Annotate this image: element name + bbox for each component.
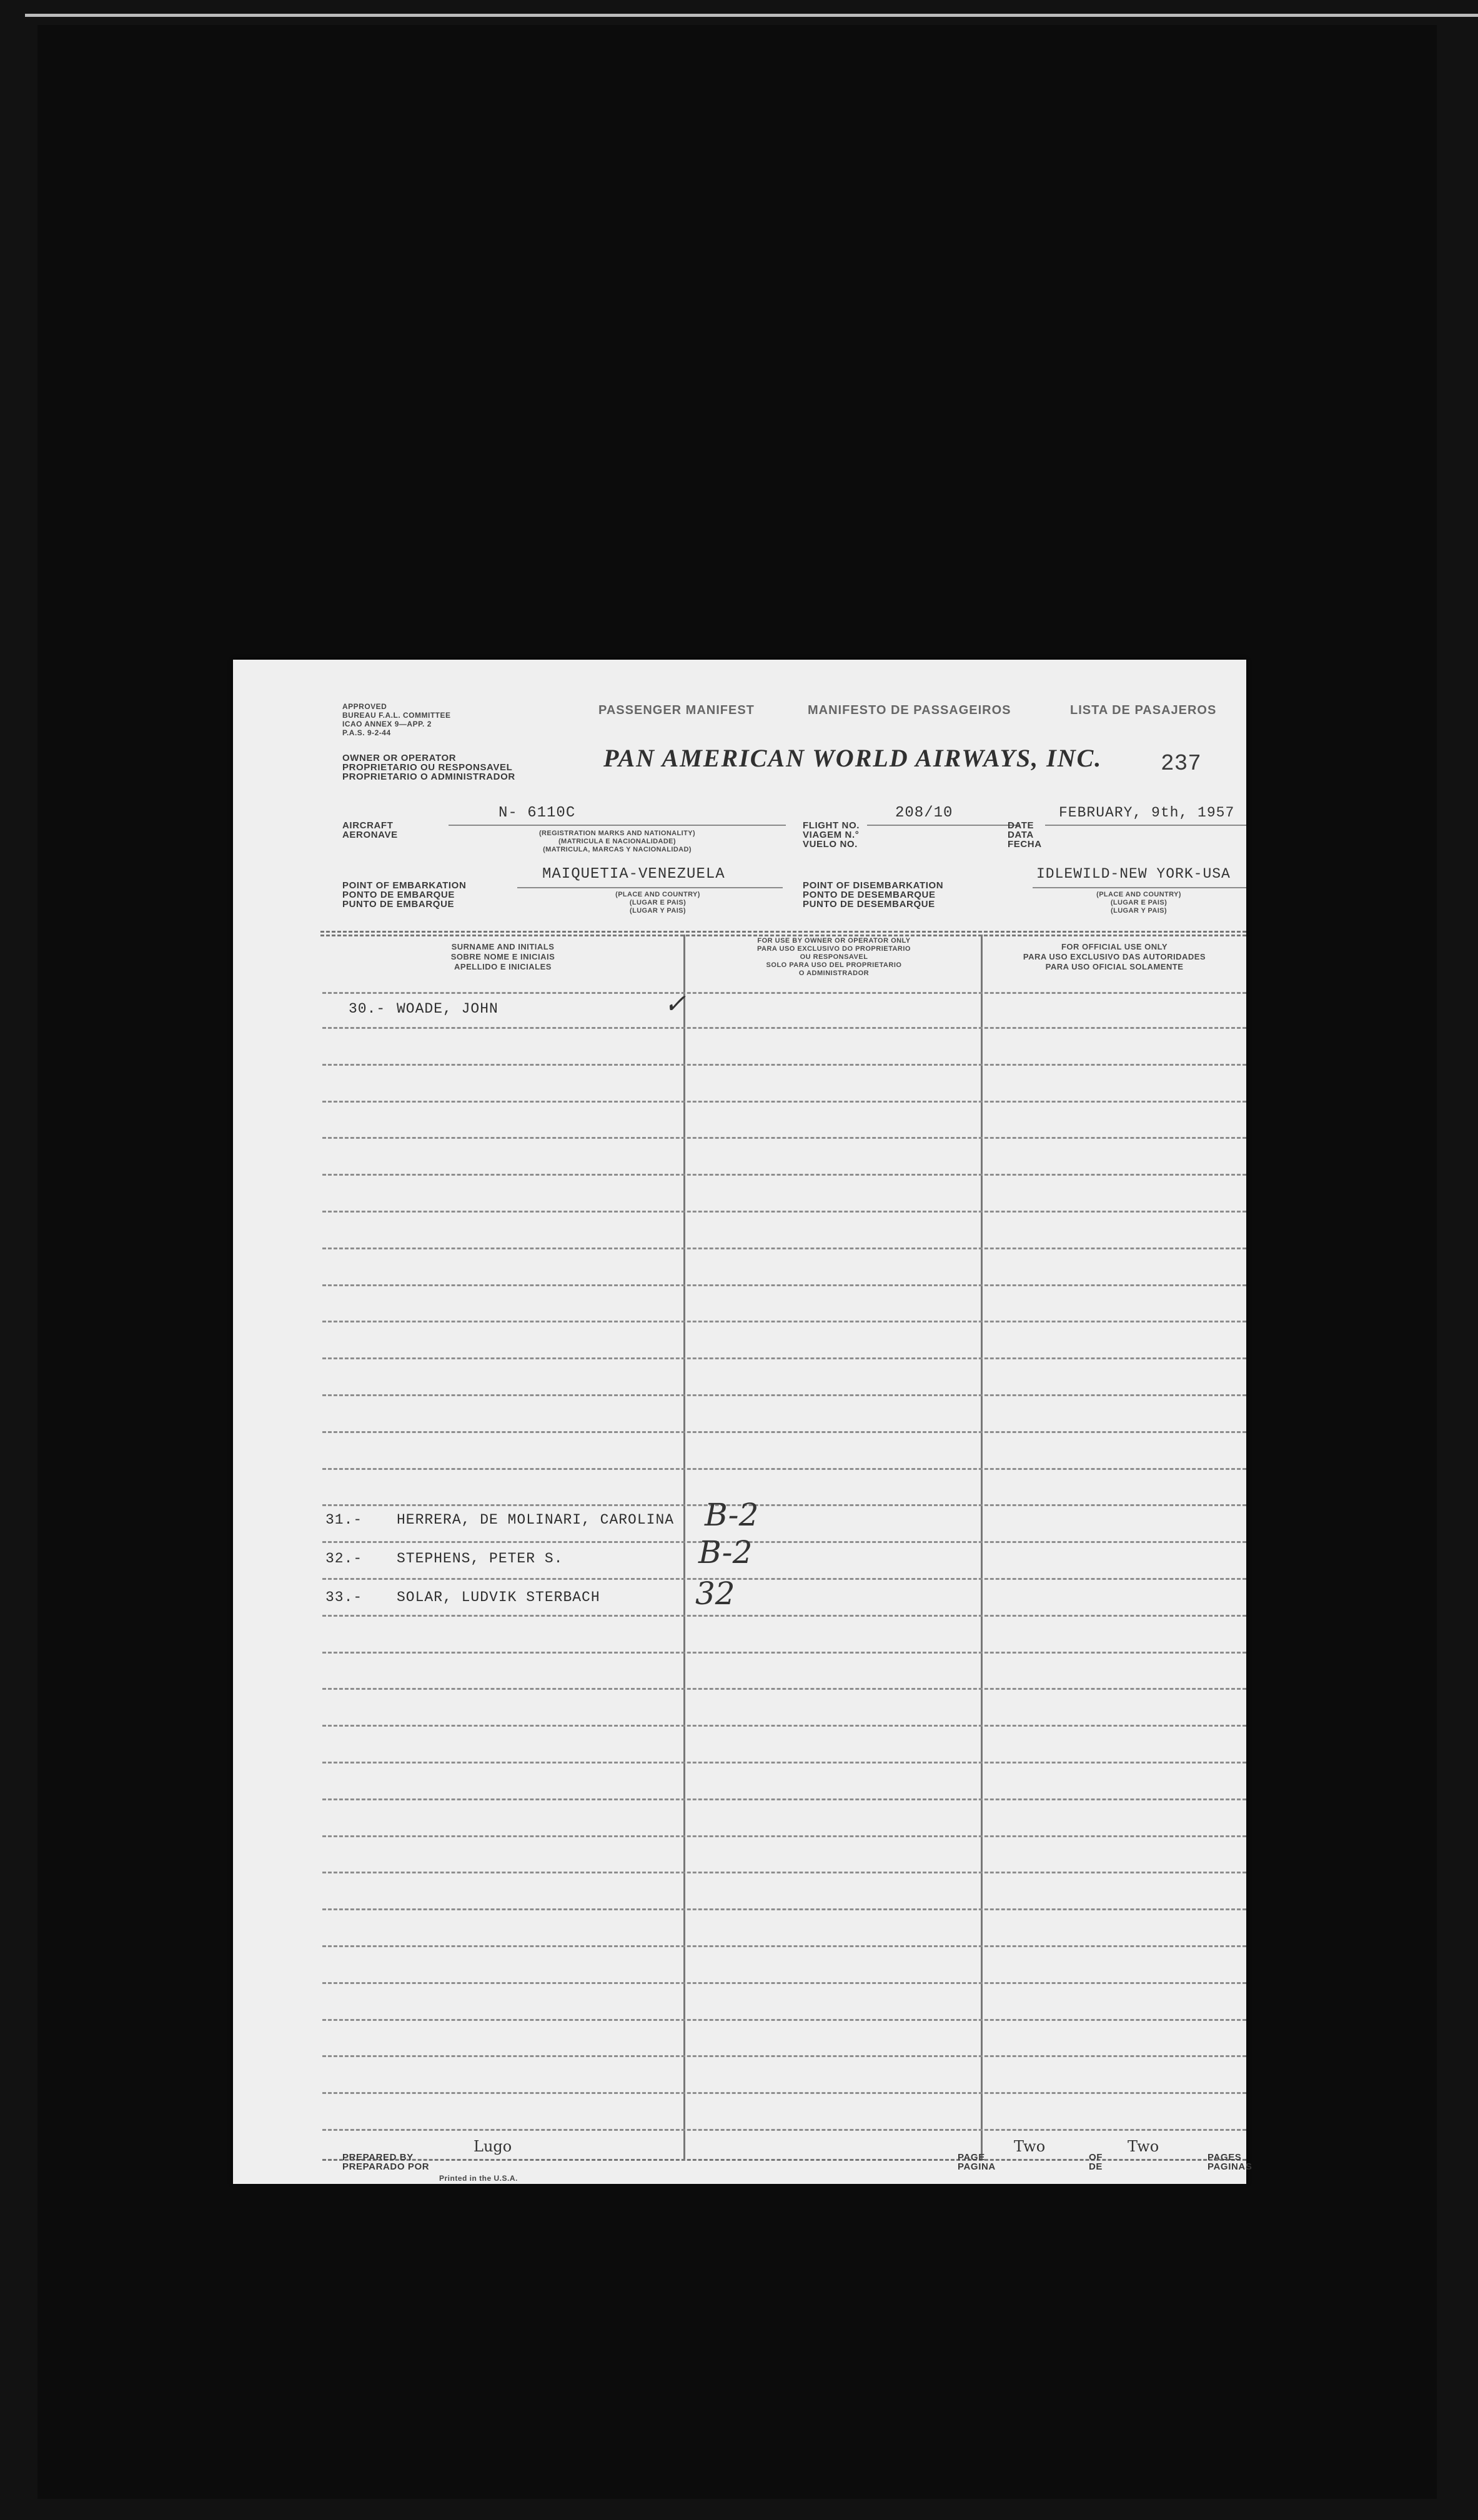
table-row-line xyxy=(322,2055,1246,2057)
embark-place-sublabels xyxy=(552,891,764,915)
passenger-name: WOADE, JOHN xyxy=(397,1001,498,1017)
embark-label: PUNTO DE EMBARQUE xyxy=(342,899,455,910)
film-edge xyxy=(25,14,1478,17)
disembark-labels xyxy=(803,881,943,909)
column-header-line: SOLO PARA USO DEL PROPRIETARIO xyxy=(766,961,902,969)
table-row-line xyxy=(322,1578,1246,1580)
pages-label: PAGES xyxy=(1208,2152,1242,2163)
table-row-line xyxy=(322,1982,1246,1984)
passenger-number: 33.- xyxy=(325,1589,363,1605)
column-header-line: FOR OFFICIAL USE ONLY xyxy=(1061,942,1168,951)
table-row-line xyxy=(322,1872,1246,1873)
title-english: PASSENGER MANIFEST xyxy=(598,703,755,717)
passenger-number: 32.- xyxy=(325,1550,363,1567)
approval-line: ICAO ANNEX 9—APP. 2 xyxy=(342,720,432,728)
owner-label: PROPRIETARIO OU RESPONSAVEL xyxy=(342,762,513,773)
column-header-line: SOBRE NOME E INICIAIS xyxy=(450,952,555,961)
prepared-labels xyxy=(342,2153,429,2171)
table-row-line xyxy=(322,2019,1246,2021)
table-top-border xyxy=(320,931,1246,933)
table-row-line xyxy=(322,992,1246,994)
of-label: OF xyxy=(1089,2152,1103,2163)
embark-label: POINT OF EMBARKATION xyxy=(342,880,467,891)
column-header-line: PARA USO EXCLUSIVO DAS AUTORIDADES xyxy=(1023,952,1206,961)
of-label: DE xyxy=(1089,2161,1103,2172)
table-row-line xyxy=(322,1541,1246,1543)
approval-line: APPROVED xyxy=(342,702,387,711)
prepared-value: Lugo xyxy=(474,2138,512,2155)
place-sublabel: (LUGAR Y PAIS) xyxy=(1111,907,1167,915)
column-header-line: O ADMINISTRADOR xyxy=(798,970,870,977)
date-value: FEBRUARY, 9th, 1957 xyxy=(1059,805,1235,821)
table-row-line xyxy=(322,1027,1246,1029)
owner-label: OWNER OR OPERATOR xyxy=(342,753,457,763)
disembark-value: IDLEWILD-NEW YORK-USA xyxy=(1036,866,1231,882)
flight-label: VIAGEM N.° xyxy=(803,830,860,840)
table-row-line xyxy=(322,1652,1246,1654)
aircraft-label: AERONAVE xyxy=(342,830,398,840)
column-header-name xyxy=(322,942,683,972)
passenger-mark: 32 xyxy=(695,1575,735,1612)
table-row-line xyxy=(322,1504,1246,1506)
passenger-mark: B-2 xyxy=(698,1534,753,1570)
document-number: 237 xyxy=(1161,751,1201,776)
date-label: FECHA xyxy=(1008,839,1042,850)
passenger-mark: B-2 xyxy=(705,1497,759,1533)
table-row-line xyxy=(322,1174,1246,1176)
embark-value: MAIQUETIA-VENEZUELA xyxy=(542,866,725,883)
pages-label: PAGINAS xyxy=(1208,2161,1252,2172)
passenger-number: 31.- xyxy=(325,1512,363,1528)
table-row-line xyxy=(322,2129,1246,2131)
column-divider xyxy=(981,935,983,2159)
prepared-label: PREPARADO POR xyxy=(342,2161,430,2172)
passenger-name: STEPHENS, PETER S. xyxy=(397,1550,563,1567)
column-header-official xyxy=(983,942,1246,972)
column-header-line: PARA USO EXCLUSIVO DO PROPRIETARIO xyxy=(757,945,911,953)
aircraft-sublabel: (MATRICULA, MARCAS Y NACIONALIDAD) xyxy=(543,846,692,853)
column-header-line: FOR USE BY OWNER OR OPERATOR ONLY xyxy=(757,937,911,945)
flight-label: VUELO NO. xyxy=(803,839,858,850)
of-value: Two xyxy=(1128,2138,1159,2155)
embark-labels xyxy=(342,881,466,909)
column-header-line: PARA USO OFICIAL SOLAMENTE xyxy=(1045,962,1184,971)
flight-label: FLIGHT NO. xyxy=(803,820,860,831)
place-sublabel: (PLACE AND COUNTRY) xyxy=(1096,891,1181,898)
table-row-line xyxy=(322,1357,1246,1359)
table-row-line xyxy=(322,1798,1246,1800)
printed-note: Printed in the U.S.A. xyxy=(439,2174,518,2183)
table-row-line xyxy=(322,1064,1246,1066)
date-labels xyxy=(1008,821,1042,849)
owner-labels xyxy=(342,753,515,781)
manifest-document xyxy=(233,660,1252,2184)
passenger-mark: ✓ xyxy=(664,988,687,1019)
table-row-line xyxy=(322,1248,1246,1249)
place-sublabel: (LUGAR E PAIS) xyxy=(629,899,687,906)
disembark-label: PONTO DE DESEMBARQUE xyxy=(803,890,936,900)
page-label: PAGE xyxy=(958,2152,985,2163)
table-row-line xyxy=(322,1211,1246,1213)
passenger-name: HERRERA, DE MOLINARI, CAROLINA xyxy=(397,1512,675,1528)
approval-line: BUREAU F.A.L. COMMITTEE xyxy=(342,711,451,720)
column-header-line: OU RESPONSAVEL xyxy=(800,953,868,961)
of-labels xyxy=(1089,2153,1103,2171)
title-spanish: LISTA DE PASAJEROS xyxy=(1070,703,1217,717)
pages-labels xyxy=(1208,2153,1252,2171)
table-row-line xyxy=(322,1394,1246,1396)
table-row-line xyxy=(322,1137,1246,1139)
aircraft-sublabels xyxy=(474,830,761,854)
prepared-label: PREPARED BY xyxy=(342,2152,414,2163)
flight-labels xyxy=(803,821,860,849)
flight-underline xyxy=(867,825,1020,826)
embark-underline xyxy=(517,887,783,888)
date-label: DATA xyxy=(1008,830,1034,840)
table-row-line xyxy=(322,1101,1246,1103)
approval-line: P.A.S. 9-2-44 xyxy=(342,728,391,737)
column-header-line: APELLIDO E INICIALES xyxy=(454,962,552,971)
disembark-underline xyxy=(1033,887,1246,888)
table-row-line xyxy=(322,1431,1246,1433)
flight-value: 208/10 xyxy=(895,805,953,821)
aircraft-sublabel: (MATRICULA E NACIONALIDADE) xyxy=(558,838,676,845)
disembark-label: PUNTO DE DESEMBARQUE xyxy=(803,899,935,910)
table-row-line xyxy=(322,1284,1246,1286)
passenger-name: SOLAR, LUDVIK STERBACH xyxy=(397,1589,600,1605)
page-label: PAGINA xyxy=(958,2161,996,2172)
page-labels xyxy=(958,2153,996,2171)
table-row-line xyxy=(322,1725,1246,1727)
table-row-line xyxy=(322,2092,1246,2094)
column-divider xyxy=(683,935,685,2159)
place-sublabel: (PLACE AND COUNTRY) xyxy=(615,891,700,898)
approval-block xyxy=(342,702,451,737)
table-row-line xyxy=(322,1615,1246,1617)
aircraft-underline xyxy=(449,825,786,826)
table-row-line xyxy=(322,1835,1246,1837)
page-value: Two xyxy=(1014,2138,1046,2155)
column-header-operator xyxy=(685,937,983,978)
embark-label: PONTO DE EMBARQUE xyxy=(342,890,455,900)
column-header-line: SURNAME AND INITIALS xyxy=(451,942,555,951)
table-row-line xyxy=(322,1762,1246,1764)
table-top-border xyxy=(320,935,1246,936)
table-row-line xyxy=(322,1468,1246,1470)
footer-border xyxy=(322,2159,1246,2161)
aircraft-label: AIRCRAFT xyxy=(342,820,394,831)
table-row-line xyxy=(322,1945,1246,1947)
place-sublabel: (LUGAR E PAIS) xyxy=(1110,899,1168,906)
disembark-place-sublabels xyxy=(1045,891,1232,915)
aircraft-labels xyxy=(342,821,398,840)
title-portuguese: MANIFESTO DE PASSAGEIROS xyxy=(808,703,1011,717)
date-underline xyxy=(1045,825,1246,826)
aircraft-sublabel: (REGISTRATION MARKS AND NATIONALITY) xyxy=(538,830,696,837)
table-row-line xyxy=(322,1688,1246,1690)
company-name: PAN AMERICAN WORLD AIRWAYS, INC. xyxy=(603,744,1103,772)
owner-label: PROPRIETARIO O ADMINISTRADOR xyxy=(342,771,515,782)
disembark-label: POINT OF DISEMBARKATION xyxy=(803,880,944,891)
table-row-line xyxy=(322,1321,1246,1322)
table-row-line xyxy=(322,1908,1246,1910)
date-label: DATE xyxy=(1008,820,1034,831)
passenger-number: 30.- xyxy=(349,1001,386,1017)
place-sublabel: (LUGAR Y PAIS) xyxy=(630,907,686,915)
aircraft-value: N- 6110C xyxy=(498,805,576,821)
